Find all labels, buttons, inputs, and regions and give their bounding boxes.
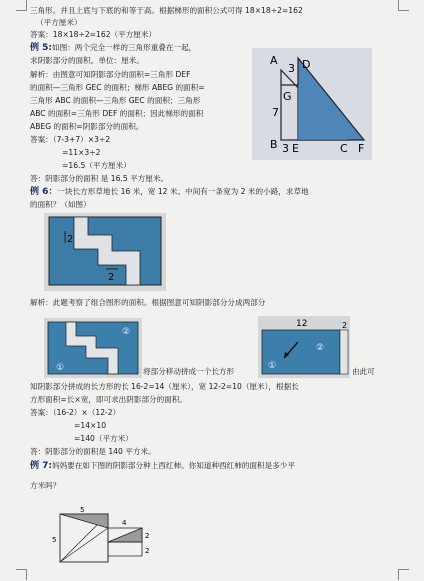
label-7: 7 bbox=[272, 106, 279, 119]
text-line: 方形面积=长×宽，即可求出阴影部分的面积。 bbox=[30, 395, 188, 404]
crop-mark-bottom-left bbox=[16, 569, 27, 580]
text-line: 的面积—三角形 GEC 的面积；梯形 ABEG 的面积= bbox=[30, 83, 205, 92]
text-line: 将部分移动拼成一个长方形 bbox=[143, 367, 235, 376]
example-text: 一块长方形草地长 16 米，宽 12 米。中间有一条宽为 2 米的小路，求草地 bbox=[57, 187, 309, 196]
example-label: 例 7: bbox=[30, 461, 52, 471]
example-6-figure bbox=[44, 213, 166, 291]
crop-mark-top-left bbox=[16, 0, 27, 11]
label-e: E bbox=[292, 142, 299, 155]
crop-mark-bottom-right bbox=[398, 569, 409, 580]
answer-line: 答案：（16-2）×（12-2） bbox=[30, 408, 121, 417]
right-length-label: 2 bbox=[145, 532, 150, 540]
crop-mark-top-right bbox=[398, 0, 409, 11]
region-1-label: ① bbox=[56, 363, 65, 373]
label-3-bottom: 3 bbox=[282, 142, 289, 155]
path-width-label: 2 bbox=[67, 234, 74, 245]
top-length-label: 5 bbox=[80, 506, 85, 514]
answer-line: 答：阴影部分的面积是 140 平方米。 bbox=[30, 447, 156, 456]
answer-line: =16.5（平方厘米） bbox=[62, 161, 131, 170]
example-text: 妈妈要在如下图的阴影部分种上西红柿。你知道种西红柿的面积是多少平 bbox=[52, 461, 295, 470]
text-line: 解析：由图意可知阴影部分的面积=三角形 DEF bbox=[30, 70, 191, 79]
answer-line: =11×3÷2 bbox=[62, 148, 101, 157]
example-7-figure bbox=[52, 504, 162, 566]
example-label: 例 5: bbox=[30, 43, 52, 53]
label-f: F bbox=[358, 142, 365, 155]
right-length-label: 2 bbox=[145, 547, 150, 555]
text-line: 三角形。并且上底与下底的和等于高。根据梯形的面积公式可得 18×18÷2=162 bbox=[30, 6, 303, 15]
text-line: 知阴影部分拼成的长方形的长 16-2=14（厘米），宽 12-2=10（厘米），根据长 bbox=[30, 382, 299, 391]
label-a: A bbox=[270, 54, 278, 67]
text-line: 解析：此题考察了组合图形的面积。根据图意可知阴影部分分成两部分 bbox=[30, 298, 266, 307]
example-7-heading bbox=[30, 460, 295, 472]
label-d: D bbox=[302, 58, 311, 71]
example-6-heading bbox=[30, 186, 309, 198]
example-6-merged-figure bbox=[258, 316, 350, 378]
example-label: 例 6： bbox=[30, 187, 58, 197]
answer-line: 答：阴影部分的面积 是 16.5 平方厘米。 bbox=[30, 174, 169, 183]
width-label: 12 bbox=[296, 319, 308, 329]
answer-line: =140（平方米） bbox=[74, 434, 133, 443]
path-width-label: 2 bbox=[342, 321, 348, 330]
text-line: 求阴影部分的面积。单位：厘米。 bbox=[30, 56, 144, 65]
label-3-top: 3 bbox=[288, 62, 295, 75]
region-1-label: ① bbox=[268, 361, 277, 371]
example-6-split-figure bbox=[44, 318, 142, 378]
left-length-label: 5 bbox=[52, 536, 57, 544]
middle-length-label: 4 bbox=[122, 519, 127, 527]
text-line: 三角形 ABC 的面积—三角形 GEC 的面积；三角形 bbox=[30, 96, 201, 105]
answer-line: =14×10 bbox=[74, 421, 107, 430]
answer-line: 答案：18×18÷2=162（平方厘米） bbox=[30, 30, 157, 39]
label-b: B bbox=[270, 138, 278, 151]
region-2-label: ② bbox=[122, 327, 131, 337]
text-line: ABC 的面积=三角形 DEF 的面积；因此梯形的面积 bbox=[30, 109, 204, 118]
path-width-label: 2 bbox=[108, 272, 115, 283]
text-line: 方米吗？ bbox=[30, 481, 61, 490]
label-c: C bbox=[340, 142, 348, 155]
example-5-heading bbox=[30, 42, 196, 54]
example-5-figure bbox=[252, 48, 372, 160]
region-2-label: ② bbox=[316, 343, 325, 353]
example-text: 如图：两个完全一样的三角形重叠在一起， bbox=[52, 43, 197, 52]
label-g: G bbox=[283, 90, 292, 103]
text-line: 由此可 bbox=[352, 367, 375, 376]
text-line: 的面积？（如图） bbox=[30, 200, 91, 209]
text-line: ABEG 的面积=阴影部分的面积。 bbox=[30, 122, 144, 131]
text-line: （平方厘米） bbox=[36, 18, 82, 27]
answer-line: 答案：（7-3+7）×3÷2 bbox=[30, 135, 111, 144]
